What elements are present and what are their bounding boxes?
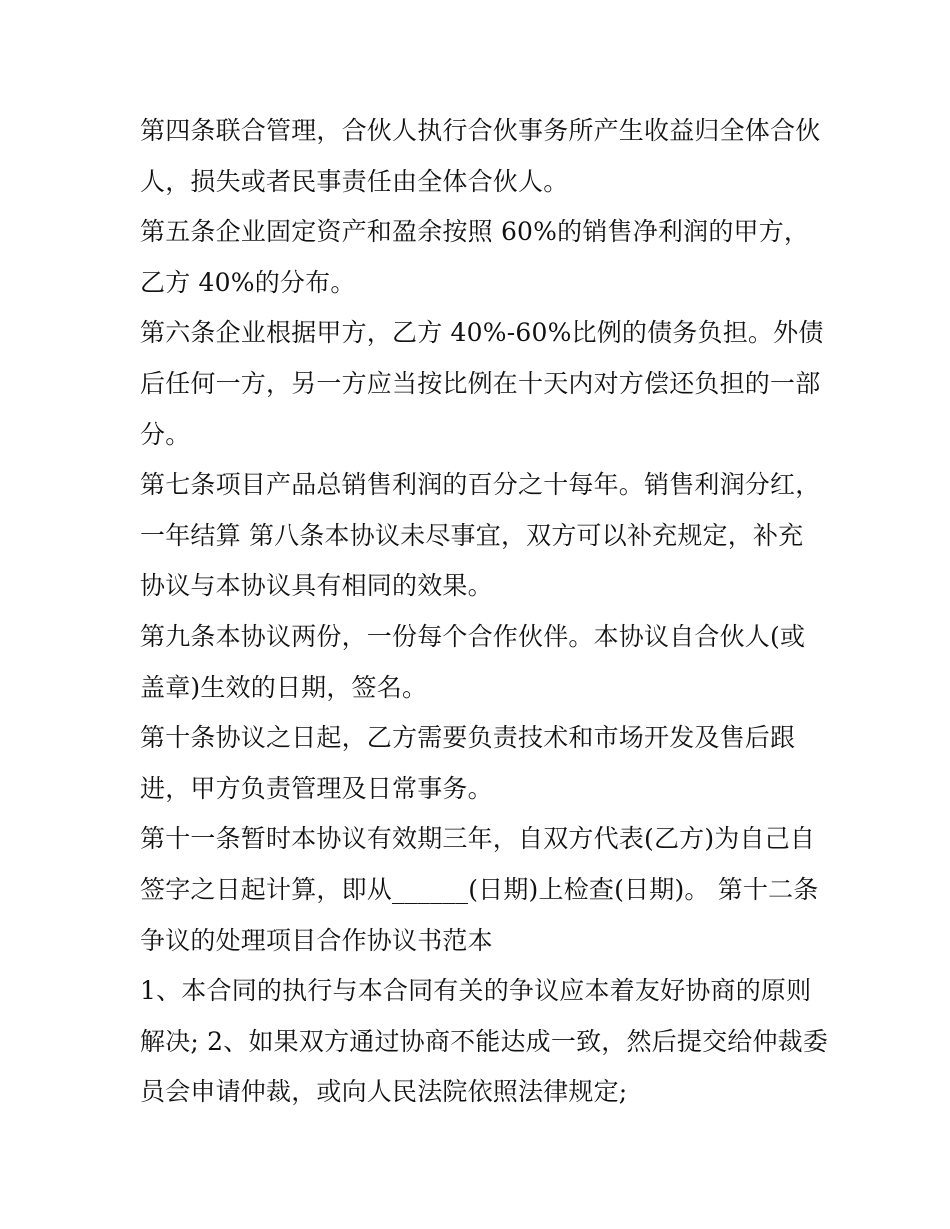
text-line: 第九条本协议两份，一份每个合作伙伴。本协议自合伙人(或 [140, 621, 806, 651]
text-line: 一年结算 第八条本协议未尽事宜，双方可以补充规定，补充 [140, 520, 804, 550]
text-line: 进，甲方负责管理及日常事务。 [140, 773, 493, 803]
text-line: 解决; 2、如果双方通过协商不能达成一致，然后提交给仲裁委 [140, 1026, 829, 1056]
document-body [140, 106, 829, 1118]
text-line: 争议的处理项目合作协议书范本 [140, 925, 493, 955]
text-line: 分。 [140, 419, 191, 449]
text-line: 第七条项目产品总销售利润的百分之十每年。销售利润分红， [140, 470, 821, 500]
text-line: 第五条企业固定资产和盈余按照 60%的销售净利润的甲方， [140, 217, 810, 247]
text-line: 第十条协议之日起，乙方需要负责技术和市场开发及售后跟 [140, 723, 796, 753]
text-line: 签字之日起计算，即从______(日期)上检查(日期)。 第十二条 [140, 874, 819, 904]
text-line: 协议与本协议具有相同的效果。 [140, 571, 493, 601]
text-line: 第六条企业根据甲方，乙方 40%-60%比例的债务负担。外债 [140, 318, 824, 348]
text-line: 人，损失或者民事责任由全体合伙人。 [140, 166, 569, 196]
text-line: 1、本合同的执行与本合同有关的争议应本着友好协商的原则 [140, 976, 812, 1006]
text-line: 乙方 40%的分布。 [140, 267, 356, 297]
text-line: 后任何一方，另一方应当按比例在十天内对方偿还负担的一部 [140, 368, 821, 398]
text-line: 盖章)生效的日期，签名。 [140, 672, 428, 702]
text-line: 第十一条暂时本协议有效期三年，自双方代表(乙方)为自己自 [140, 824, 816, 854]
text-line: 第四条联合管理，合伙人执行合伙事务所产生收益归全体合伙 [140, 116, 821, 145]
text-line: 员会申请仲裁，或向人民法院依照法律规定; [140, 1077, 628, 1107]
